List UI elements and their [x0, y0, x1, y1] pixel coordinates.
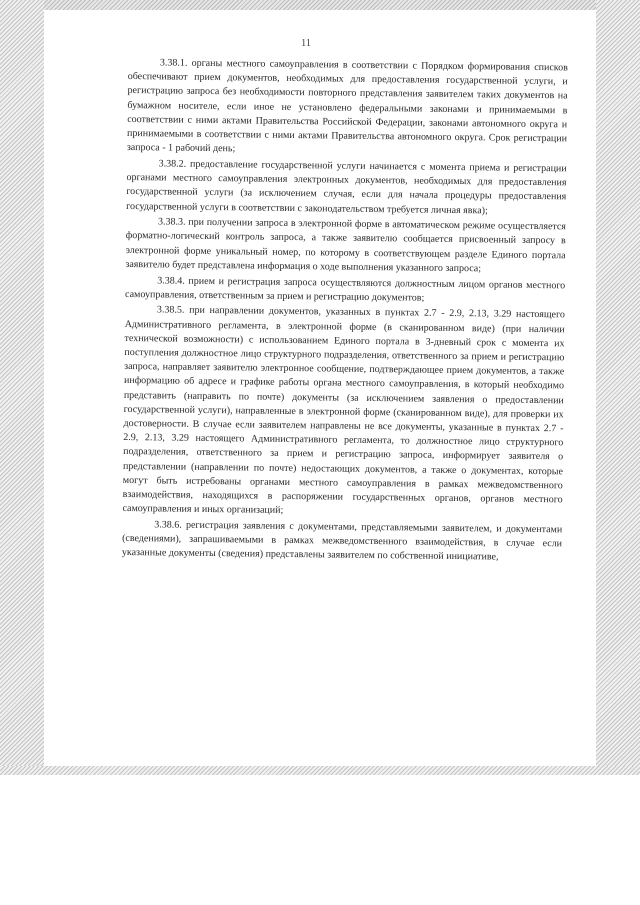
paragraph-3-38-2: 3.38.2. предоставление государственной услуги начинается с момента приема и регистрации органами местного самоуправления электронных документов, необходимых для предоставления государственной услуги (за исключением случая, если для начала процедуры предоставления государственной услуги в соответствии с законодательством требуется личная явка); [126, 158, 567, 216]
document-body [122, 56, 568, 567]
paragraph-3-38-1: 3.38.1. органы местного самоуправления в соответствии с Порядком формирования списков обеспечивают прием документов, необходимых для предоставления государственной услуги, и регистрацию запроса без необходимости повторного представления заявителем таких документов на бумажном носителе, если иное не установлено федеральными законами и принимаемыми в соответствии с ними актами Правительства Российской Федерации, законами автономного округа и принимаемыми в соответствии с ними актами Правительства автономного округа. Срок регистрации запроса - 1 рабочий день; [126, 57, 568, 155]
paragraph-3-38-4: 3.38.4. прием и регистрация запроса осуществляются должностным лицом органов местного самоуправления, ответственным за прием и регистрацию документов; [125, 274, 566, 304]
paragraph-3-38-3: 3.38.3. при получении запроса в электронной форме в автоматическом режиме осуществляется форматно-логический контроль запроса, а также заявителю сообщается присвоенный запросу в электронной форме уникальный номер, по которому в соответствующем разделе Единого портала заявителю будет представлена информация о ходе выполнения указанного запроса; [125, 216, 567, 275]
page-number: 11 [300, 38, 312, 49]
paragraph-3-38-6: 3.38.6. регистрация заявления с документами, представляемыми заявителем, и документами (сведениями), запрашиваемыми в рамках межведомственного взаимодействия, в случае если указанные документы (сведения) представлены заявителем по собственной инициативе, [121, 519, 563, 563]
paragraph-3-38-5: 3.38.5. при направлении документов, указанных в пунктах 2.7 - 2.9, 2.13, 3.29 настоящего Административного регламента, в электронной форме (в сканированном виде) (при наличии технической возможности) с использованием Единого портала в 3-дневный срок с момента их поступления должностное лицо структурного подразделения, ответственного за прием и регистрацию запроса, направляет заявителю электронное сообщение, подтверждающее прием документов, а также информацию об адресе и графике работы органа местного самоуправления, в который необходимо представить (направить по почте) документы (за исключением заявления о предоставлении государственной услуги), направленные в электронной форме (сканированном виде), для проверки их достоверности. В случае если заявителем направлены не все документы, указанные в пунктах 2.7 - 2.9, 2.13, 3.29 настоящего Административного регламента, то должностное лицо структурного подразделения, ответственного за прием и регистрацию запроса, информирует заявителя о представлении (направлении по почте) недостающих документов, а также о документах, которые могут быть истребованы органами местного самоуправления в рамках межведомственного взаимодействия, находящихся в распоряжении государственных органов, органов местного самоуправления и иных организаций; [122, 304, 565, 517]
scan-border-bottom [0, 766, 640, 775]
scan-border-left [0, 0, 44, 775]
scan-border-top [0, 0, 640, 10]
scan-border-right [596, 0, 640, 775]
